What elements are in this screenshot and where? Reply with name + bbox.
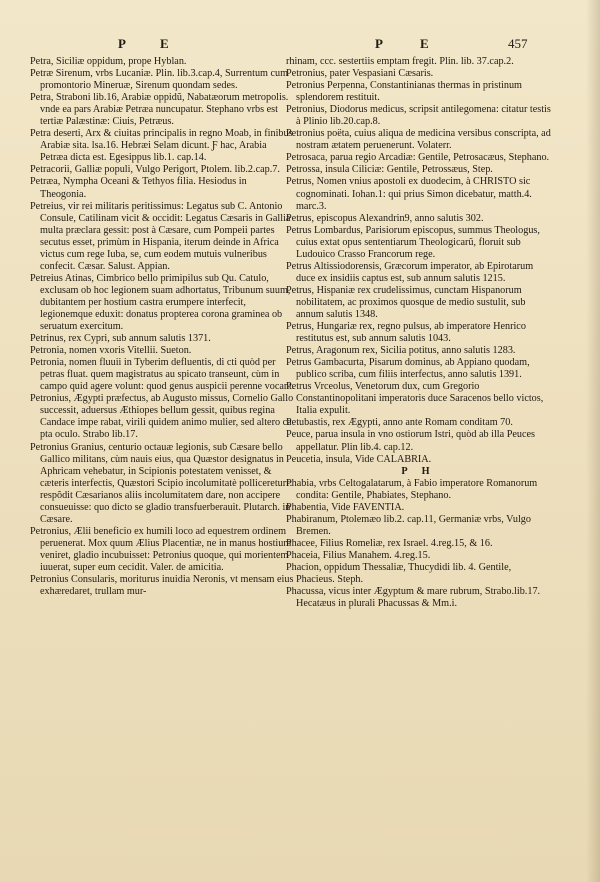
dictionary-entry: Petrus, Hungariæ rex, regno pulsus, ab imperatore Henrico restitutus est, sub annum salutis 1043.: [286, 321, 526, 345]
dictionary-entry: Phabentia, Vide FAVENTIA.: [286, 501, 405, 513]
dictionary-entry: Petra, Siciliæ oppidum, prope Hyblan.: [30, 56, 187, 67]
dictionary-entry: Petreius Atinas, Cimbrico bello primipilus sub Qu. Catulo, exclusam ob hoc legionem suam adhortatus, Tribunum suum, dubitantem per hostium castra erumpere interfecit, legionemque eduxit: donatus propterea corona graminea ob seruatum exercitum.: [30, 272, 291, 333]
dictionary-entry: Petra deserti, Arx & ciuitas principalis in regno Moab, in finibus Arabiæ sita. lsa.16. Hebræi Selam dicunt. Ƒ hac, Arabia Petræa dicta est. Egesippus lib.1. cap.14.: [30, 128, 293, 164]
dictionary-entry: Phaceia, Filius Manahem. 4.reg.15.: [286, 549, 431, 561]
dictionary-entry: Petrus Lombardus, Parisiorum episcopus, summus Theologus, cuius extat opus sententiarum Theologicarũ, floruit sub Ludouico Crasso Francorum rege.: [286, 224, 540, 260]
dictionary-entry: Petronia, nomen vxoris Vitellii. Sueton.: [30, 345, 192, 357]
dictionary-entry: Phacion, oppidum Thessaliæ, Thucydidi lib. 4. Gentile, Phacieus. Steph.: [286, 561, 512, 586]
dictionary-entry: Phacee, Filius Romeliæ, rex Israel. 4.reg.15, & 16.: [286, 537, 493, 549]
dictionary-entry: Petræ Sirenum, vrbs Lucaniæ. Plin. lib.3.cap.4, Surrentum cum promontorio Mineruæ, Sirenum quondam sedes.: [30, 68, 289, 92]
dictionary-entry: Peucetia, insula, Vide CALABRIA.: [286, 453, 432, 465]
dictionary-entry: Petrus, Hispaniæ rex crudelissimus, cunctam Hispanorum nobilitatem, ac proximos quosque de medio sustulit, sub annum salutis 1348.: [286, 284, 526, 320]
dictionary-entry: Petrosaca, parua regio Arcadiæ: Gentile, Petrosacæus, Stephano.: [286, 152, 550, 164]
dictionary-entry: Petrus Gambacurta, Pisarum dominus, ab Appiano quodam, publico scriba, cum filiis interfectus, anno salutis 1391.: [286, 357, 530, 381]
dictionary-entry: Peuce, parua insula in vno ostiorum Istri, quòd ab illa Peuces appellatur. Plin lib.4. cap.12.: [286, 429, 535, 453]
running-header: [0, 36, 600, 54]
dictionary-entry: Petrossa, insula Ciliciæ: Gentile, Petrossæus, Step.: [286, 164, 493, 176]
dictionary-entry: Petronia, nomen fluuii in Tyberim defluentis, di cti quòd per petras fluat. quem magistratus au spicato transeunt, cùm in campo quid agere volunt: quod genus auspicii perenne vocant.: [30, 357, 295, 393]
dictionary-entry: Petræa, Nympha Oceani & Tethyos filia. Hesiodus in Theogonia.: [30, 176, 247, 200]
dictionary-entry: rhinam, ccc. sestertiis emptam fregit. Plin. lib. 37.cap.2.: [286, 56, 514, 67]
header-letter: P: [118, 36, 127, 51]
dictionary-entry: Petra, Straboni lib.16, Arabiæ oppidũ, Nabatæorum metropolis. vnde ea pars Arabiæ Petræa nuncupatur. Stephano vrbs est tertiæ Palæstinæ: Ciuis, Petræus.: [30, 92, 289, 128]
dictionary-entry: Petrus, Nomen vnius apostoli ex duodecim, à CHRISTO sic cognominati. Iohan.1: qui prius Simon dicebatur, matth.4. marc.3.: [286, 176, 532, 212]
header-letter: E: [420, 36, 430, 51]
dictionary-entry: Phabiranum, Ptolemæo lib.2. cap.11, Germaniæ vrbs, Vulgo Bremen.: [286, 513, 531, 537]
left-column: [30, 56, 295, 598]
dictionary-entry: Petreius, vir rei militaris peritissimus: Legatus sub C. Antonio Consule, Catilinam vicit & occidit: Legatus Cæsaris in Gallia multa præclara gessit: post à Cæsare, cum Pompeii partes secutus esset, primùm in Hispania, iterum deinde in Africa victus cum rege Iuba, se, cum eodem mutuis vulneribus confecit. Cæsar. Salust. Appian.: [30, 200, 291, 272]
page-number: 457: [508, 36, 528, 51]
dictionary-entry: Petronius Perpenna, Constantinianas thermas in pristinum splendorem restituit.: [286, 80, 522, 104]
dictionary-entry: Petrus, episcopus Alexandrin9, anno salutis 302.: [286, 212, 484, 224]
dictionary-entry: Petronius Consularis, moriturus inuidia Neronis, vt mensam eius exhæredaret, trullam mur-: [30, 574, 294, 598]
dictionary-entry: Petracorii, Galliæ populi, Vulgo Perigort, Ptolem. lib.2.cap.7.: [30, 164, 280, 176]
dictionary-entry: Petrus Vrceolus, Venetorum dux, cum Gregorio Constantinopolitani imperatoris duce Saracenos bello victos, Italia expulit.: [286, 381, 544, 417]
dictionary-entry: Petronius, Ælii beneficio ex humili loco ad equestrem ordinem peruenerat. Mox quum Ælius Placentiæ, ne in manus hostium veniret, gladio incubuisset: Petronius quoque, qui morientem iuuerat, super eum cecidit. Valer. de amicitia.: [30, 525, 292, 573]
right-column: [286, 56, 551, 610]
dictionary-entry: Petronius Granius, centurio octauæ legionis, sub Cæsare bello Gallico militans, cùm nauis eius, qua Quæstor designatus in Aphricam vehebatur, in Scipionis potestatem venisset, & cæteris interfectis, Quæstori Scipio incolumitatè pollicereturr: respõdit Cæsarianos aliis incolumitatem dare, non accipere consueuisse: quo dicto se gladio transfuerberauit. Plutarch. in Cæsare.: [30, 441, 293, 525]
dictionary-entry: Petrus, Aragonum rex, Sicilia potitus, anno salutis 1283.: [286, 345, 516, 357]
dictionary-entry: Petronius, pater Vespasiani Cæsaris.: [286, 68, 434, 80]
dictionary-entry: Petronius, Ægypti præfectus, ab Augusto missus, Cornelio Gallo successit, aduersus Æthiopes bellum gessit, quibus regina Candace impe rabat, virili quidem animo mulier, sed altero ca pta oculo. Strabo lib.17.: [30, 393, 294, 441]
dictionary-entry: Petronius, Diodorus medicus, scripsit antilegomena: citatur testis à Plinio lib.20.cap.8.: [286, 104, 551, 128]
page-edge-shadow: [586, 0, 600, 882]
dictionary-entry: Petubastis, rex Ægypti, anno ante Romam conditam 70.: [286, 417, 513, 429]
dictionary-entry: Phacussa, vicus inter Ægyptum & mare rubrum, Strabo.lib.17. Hecatæus in plurali Phacussas & Mm.i.: [286, 586, 541, 610]
dictionary-entry: Petronius poëta, cuius aliqua de medicina versibus conscripta, ad nostram ætatem peruenerunt. Volaterr.: [286, 128, 551, 152]
header-letter: E: [160, 36, 170, 51]
dictionary-entry: Petrinus, rex Cypri, sub annum salutis 1371.: [30, 333, 211, 345]
dictionary-entry: Petrus Altissiodorensis, Græcorum imperator, ab Epirotarum duce ex insidiis captus est, sub annum salutis 1215.: [286, 260, 534, 284]
section-heading: P H: [401, 465, 436, 477]
dictionary-entry: Phabia, vrbs Celtogalatarum, à Fabio imperatore Romanorum condita: Gentile, Phabiates, Stephano.: [286, 477, 538, 501]
header-letter: P: [375, 36, 384, 51]
